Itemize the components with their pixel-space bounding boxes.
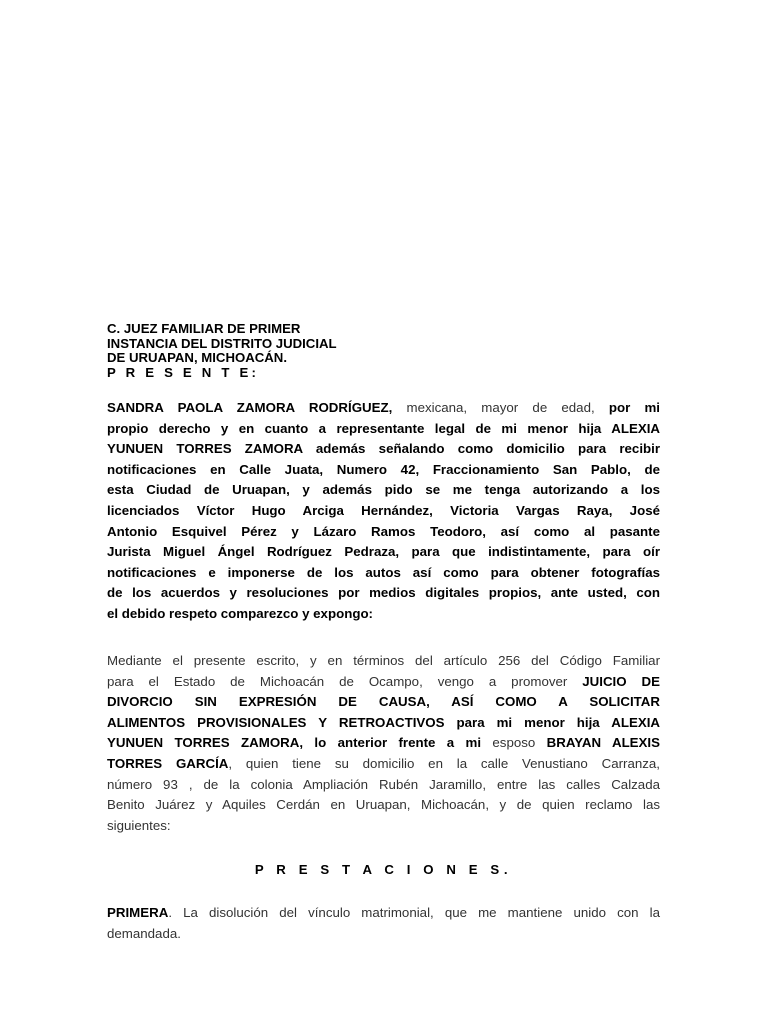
para3-line-1-text: . La disolución del vínculo matrimonial, que me mantiene unido con la bbox=[168, 905, 660, 920]
para1-line-7: Antonio Esquivel Pérez y Lázaro Ramos Teodoro, así como al pasante bbox=[107, 523, 660, 539]
para2-line-9: siguientes: bbox=[107, 817, 171, 833]
para2-line-8: Benito Juárez y Aquiles Cerdán en Uruapan, Michoacán, y de quien reclamo las bbox=[107, 797, 660, 813]
para1-line-9: notificaciones e imponerse de los autos así como para obtener fotografías bbox=[107, 564, 660, 580]
addressee-block bbox=[107, 322, 667, 380]
para1-line-4: notificaciones en Calle Juata, Numero 42, Fraccionamiento San Pablo, de bbox=[107, 461, 660, 477]
para2-line-2-text: para el Estado de Michoacán de Ocampo, vengo a promover bbox=[107, 673, 583, 689]
para1-line-3: YUNUEN TORRES ZAMORA además señalando como domicilio para recibir bbox=[107, 441, 660, 457]
para2-line-7: número 93 , de la colonia Ampliación Rubén Jaramillo, entre las calles Calzada bbox=[107, 776, 660, 792]
para1-line-10: de los acuerdos y resoluciones por medios digitales propios, ante usted, con bbox=[107, 585, 660, 601]
para3-line-2: demandada. bbox=[107, 925, 181, 941]
addressee-line-2: INSTANCIA DEL DISTRITO JUDICIAL bbox=[107, 335, 337, 351]
claim-paragraph bbox=[107, 651, 660, 836]
para1-line-1 bbox=[107, 398, 660, 419]
claim-number-label: PRIMERA bbox=[107, 905, 169, 920]
para2-line-2-bold: JUICIO DE bbox=[582, 673, 660, 689]
para2-line-1: Mediante el presente escrito, y en términos del artículo 256 del Código Familiar bbox=[107, 653, 660, 668]
first-claim-paragraph bbox=[107, 903, 660, 944]
para1-line-1-text: mexicana, mayor de edad, bbox=[392, 400, 609, 415]
addressee-line-1: C. JUEZ FAMILIAR DE PRIMER bbox=[107, 321, 301, 336]
para1-line-11: el debido respeto comparezco y expongo: bbox=[107, 605, 373, 621]
intro-paragraph bbox=[107, 398, 660, 625]
addressee-presente: P R E S E N T E: bbox=[107, 364, 260, 380]
para2-line-5-text: esposo bbox=[481, 735, 547, 751]
para1-line-2: propio derecho y en cuanto a representante legal de mi menor hija ALEXIA bbox=[107, 420, 660, 436]
addressee-line-3: DE URUAPAN, MICHOACÁN. bbox=[107, 350, 287, 365]
defendant-name-part-1: BRAYAN ALEXIS bbox=[546, 735, 660, 751]
plaintiff-name: SANDRA PAOLA ZAMORA RODRÍGUEZ, bbox=[107, 400, 393, 415]
para1-line-8: Jurista Miguel Ángel Rodríguez Pedraza, para que indistintamente, para oír bbox=[107, 544, 660, 560]
para2-line-6-text: , quien tiene su domicilio en la calle Venustiano Carranza, bbox=[228, 755, 660, 771]
para2-line-5-bold: YUNUEN TORRES ZAMORA, lo anterior frente a mi bbox=[107, 735, 482, 751]
para2-line-3: DIVORCIO SIN EXPRESIÓN DE CAUSA, ASÍ COMO A SOLICITAR bbox=[107, 694, 660, 710]
para1-line-6: licenciados Víctor Hugo Arciga Hernández, Victoria Vargas Raya, José bbox=[107, 502, 660, 518]
para2-line-6 bbox=[107, 754, 660, 775]
para2-line-4: ALIMENTOS PROVISIONALES Y RETROACTIVOS para mi menor hija ALEXIA bbox=[107, 714, 660, 730]
defendant-name-part-2: TORRES GARCÍA bbox=[107, 755, 229, 771]
section-heading: P R E S T A C I O N E S. bbox=[254, 862, 513, 877]
para3-line-1 bbox=[107, 903, 660, 924]
para2-line-5 bbox=[107, 733, 660, 754]
para1-line-5: esta Ciudad de Uruapan, y además pido se me tenga autorizando a los bbox=[107, 482, 660, 498]
para1-line-1-bold: por mi bbox=[608, 400, 660, 415]
para2-line-2 bbox=[107, 672, 660, 693]
